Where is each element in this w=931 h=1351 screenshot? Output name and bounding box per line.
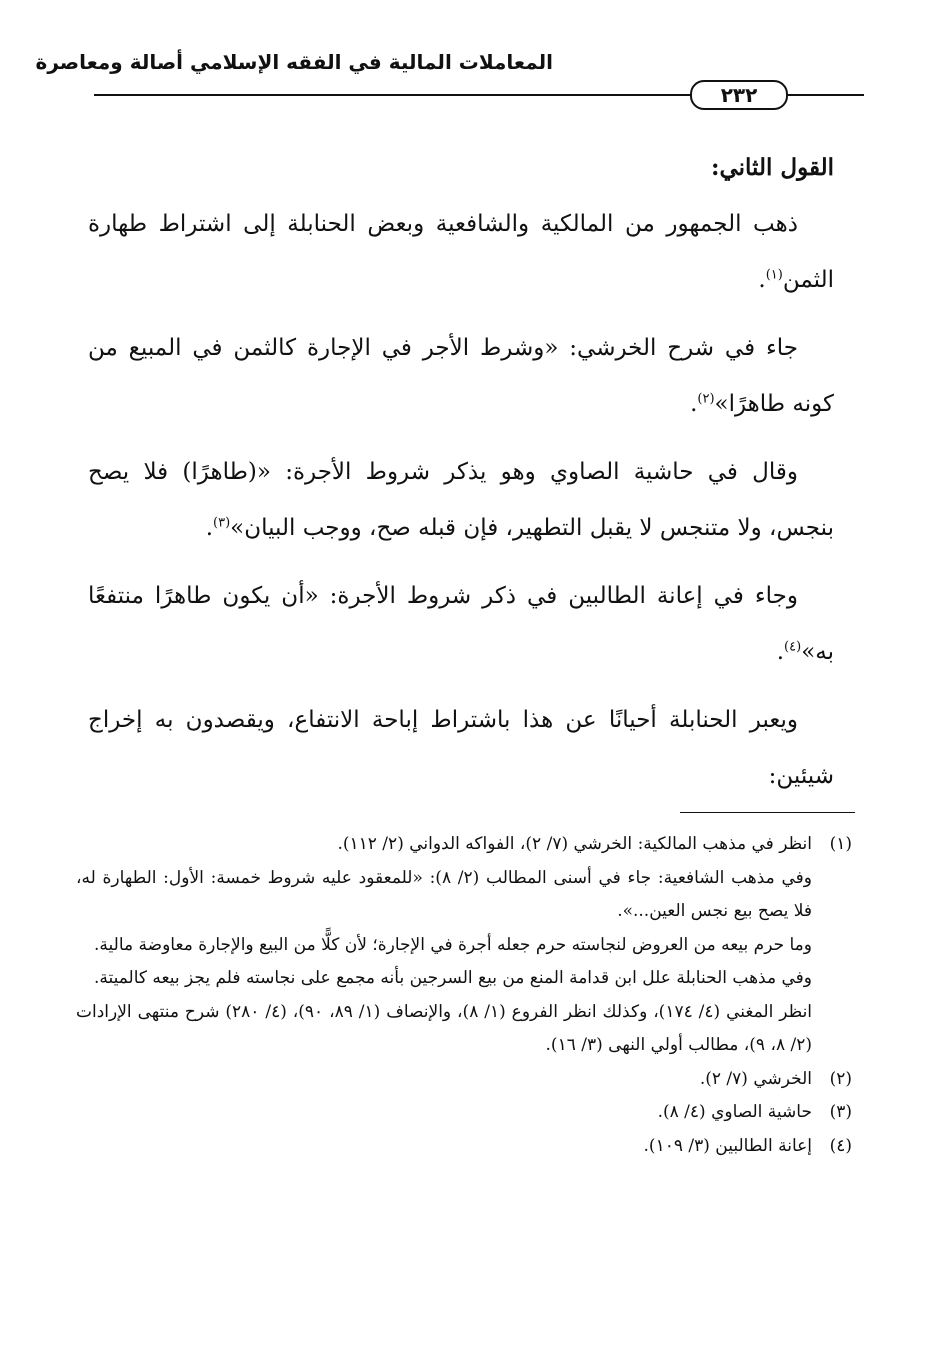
footnote-2-text: الخرشي (٧/ ٢). [699,1068,812,1089]
paragraph-3-text: وقال في حاشية الصاوي وهو يذكر شروط الأجرة: «(طاهرًا) فلا يصح بنجس، ولا متنجس لا يقبل التطهير، فإن قبله صح، ووجب البيان» [88,459,834,541]
footnote-ref-4[interactable]: (٤) [784,639,802,655]
running-header-title: المعاملات المالية في الفقه الإسلامي أصالة ومعاصرة [35,50,553,74]
paragraph-2-end: . [690,391,698,417]
footnote-ref-3[interactable]: (٣) [213,515,231,531]
footnote-2-number: (٢) [829,1068,852,1089]
footnote-1-line-1: انظر في مذهب المالكية: الخرشي (٧/ ٢)، الفواكه الدواني (٢/ ١١٢). [337,834,812,854]
page-number: ٢٣٢ [690,80,788,110]
footnote-1-line-5: انظر المغني (٤/ ١٧٤)، وكذلك انظر الفروع (١/ ٨)، والإنصاف (١/ ٨٩، ٩٠)، (٤/ ٢٨٠) شرح منتهى الإرادات (٢/ ٨، ٩)، مطالب أولي النهى (٣/ ١٦). [76,1001,813,1055]
paragraph-4-text: وجاء في إعانة الطالبين في ذكر شروط الأجرة: «أن يكون طاهرًا منتفعًا به» [88,583,834,665]
footnote-3-number: (٣) [829,1102,852,1122]
footnote-3-text: حاشية الصاوي (٤/ ٨). [657,1102,812,1122]
footnote-1-line-2: وفي مذهب الشافعية: جاء في أسنى المطالب (٢/ ٨): «للمعقود عليه شروط خمسة: الأول: الطهارة له، فلا يصح بيع نجس العين...». [76,867,813,921]
paragraph-4-end: . [776,639,785,665]
footnote-ref-2[interactable]: (٢) [697,391,715,407]
footnote-1-line-4: وفي مذهب الحنابلة علل ابن قدامة المنع من بيع السرجين بأنه مجمع على نجاسته فلم يجز بيعه كالميتة. [93,968,812,988]
paragraph-2-text: جاء في شرح الخرشي: «وشرط الأجر في الإجارة كالثمن في المبيع من كونه طاهرًا» [88,335,834,417]
paragraph-3-end: . [205,515,213,541]
paragraph-5-text: ويعبر الحنابلة أحيانًا عن هذا باشتراط إباحة الانتفاع، ويقصدون به إخراج شيئين: [88,707,834,789]
main-text [88,140,834,816]
footnote-2 [76,1063,852,1097]
footnote-4 [76,1130,852,1164]
section-heading: القول الثاني: [710,154,834,181]
paragraph-4 [88,568,834,680]
footnote-1-line-3: وما حرم بيعه من العروض لنجاسته حرم جعله أجرة في الإجارة؛ لأن كلًّا من البيع والإجارة معاوضة مالية. [94,934,812,955]
paragraph-5 [88,692,834,804]
paragraph-3 [88,444,834,556]
footnote-1-number: (١) [829,834,852,854]
footnotes [76,828,852,1163]
footnote-4-number: (٤) [829,1135,852,1156]
footnote-3 [76,1096,852,1130]
paragraph-2 [88,320,834,432]
footnote-separator [680,812,855,813]
paragraph-1 [88,196,834,308]
paragraph-1-text: ذهب الجمهور من المالكية والشافعية وبعض الحنابلة إلى اشتراط طهارة الثمن [88,211,834,293]
footnote-ref-1[interactable]: (١) [765,267,783,283]
footnote-4-text: إعانة الطالبين (٣/ ١٠٩). [643,1135,812,1156]
footnote-1 [76,828,852,862]
paragraph-1-end: . [758,267,766,293]
